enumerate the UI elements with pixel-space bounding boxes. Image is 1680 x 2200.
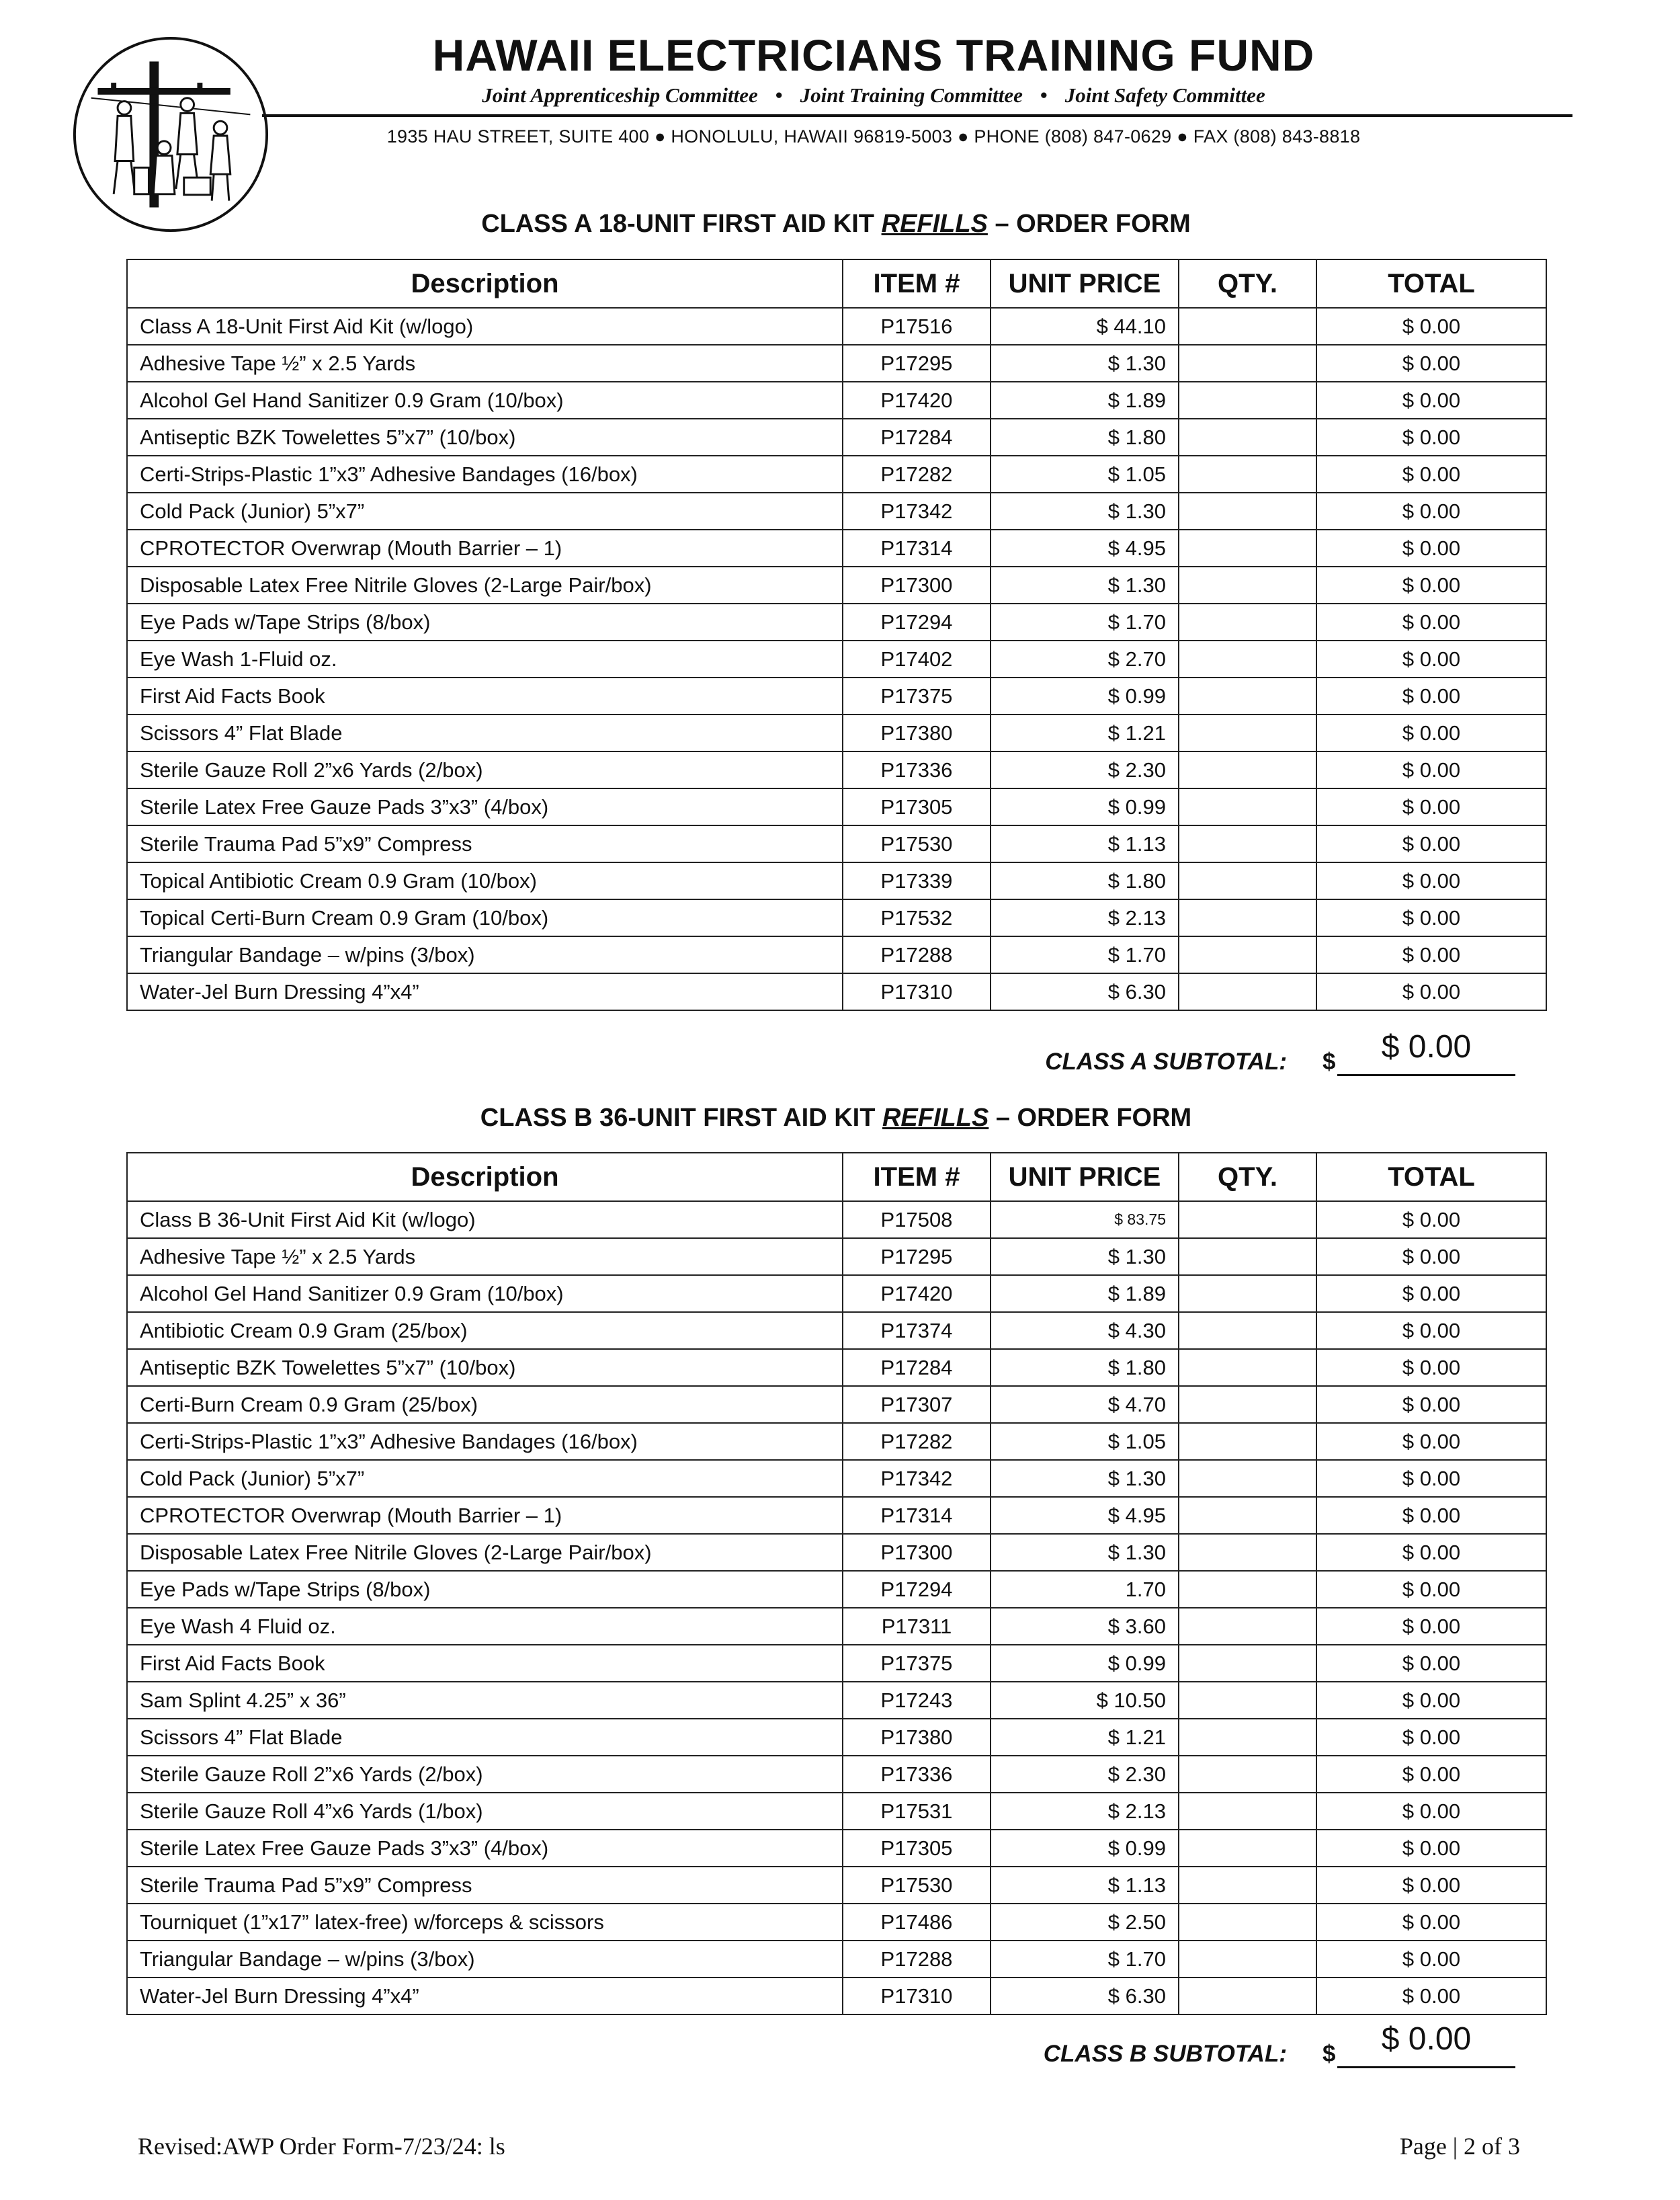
table-row (127, 825, 1546, 862)
table-row (127, 1497, 1546, 1534)
unit-price: $ 1.70 (991, 1941, 1179, 1978)
table-row (127, 1571, 1546, 1608)
item-description: Disposable Latex Free Nitrile Gloves (2-Large Pair/box) (127, 567, 843, 604)
table-row (127, 1275, 1546, 1312)
class-b-subtotal-label: CLASS B SUBTOTAL: (1043, 2041, 1287, 2067)
committee-apprenticeship: Joint Apprenticeship Committee (482, 83, 758, 107)
item-number: P17314 (843, 1497, 991, 1534)
table-row (127, 1608, 1546, 1645)
column-header-total: TOTAL (1316, 1153, 1546, 1201)
quantity-field[interactable] (1179, 973, 1316, 1010)
item-number: P17508 (843, 1201, 991, 1238)
item-description: Cold Pack (Junior) 5”x7” (127, 1460, 843, 1497)
line-total: $ 0.00 (1316, 1460, 1546, 1497)
item-number: P17305 (843, 788, 991, 825)
table-header-row (127, 1153, 1546, 1201)
quantity-field[interactable] (1179, 862, 1316, 899)
class-a-title-refills: REFILLS (881, 210, 988, 238)
column-header-description: Description (127, 259, 843, 308)
item-description: Sterile Gauze Roll 4”x6 Yards (1/box) (127, 1793, 843, 1830)
class-b-title-suffix: – ORDER FORM (989, 1104, 1192, 1132)
unit-price: $ 1.30 (991, 1534, 1179, 1571)
unit-price: $ 4.70 (991, 1386, 1179, 1423)
item-number: P17310 (843, 973, 991, 1010)
unit-price: $ 0.99 (991, 678, 1179, 715)
line-total: $ 0.00 (1316, 1941, 1546, 1978)
class-b-order-table (126, 1152, 1547, 2015)
item-description: Scissors 4” Flat Blade (127, 1719, 843, 1756)
quantity-field[interactable] (1179, 382, 1316, 419)
line-total: $ 0.00 (1316, 493, 1546, 530)
table-row (127, 456, 1546, 493)
unit-price: $ 1.30 (991, 345, 1179, 382)
unit-price: $ 2.50 (991, 1904, 1179, 1941)
line-total: $ 0.00 (1316, 715, 1546, 751)
page-number: Page | 2 of 3 (1399, 2133, 1520, 2160)
table-row (127, 1423, 1546, 1460)
quantity-field[interactable] (1179, 678, 1316, 715)
quantity-field[interactable] (1179, 1571, 1316, 1608)
table-row (127, 1941, 1546, 1978)
class-a-title-prefix: CLASS A 18-UNIT FIRST AID KIT (481, 210, 882, 238)
quantity-field[interactable] (1179, 1608, 1316, 1645)
table-row (127, 715, 1546, 751)
class-b-section-title (126, 1104, 1546, 1133)
item-number: P17342 (843, 493, 991, 530)
item-number: P17516 (843, 308, 991, 345)
table-row (127, 862, 1546, 899)
item-description: Class A 18-Unit First Aid Kit (w/logo) (127, 308, 843, 345)
table-row (127, 678, 1546, 715)
item-number: P17282 (843, 1423, 991, 1460)
item-number: P17294 (843, 1571, 991, 1608)
item-number: P17375 (843, 1645, 991, 1682)
line-total: $ 0.00 (1316, 1238, 1546, 1275)
table-row (127, 973, 1546, 1010)
line-total: $ 0.00 (1316, 1867, 1546, 1904)
column-header-description: Description (127, 1153, 843, 1201)
quantity-field[interactable] (1179, 567, 1316, 604)
quantity-field[interactable] (1179, 899, 1316, 936)
class-b-subtotal-line (1337, 2066, 1515, 2068)
quantity-field[interactable] (1179, 1719, 1316, 1756)
item-description: Certi-Strips-Plastic 1”x3” Adhesive Bandages (16/box) (127, 1423, 843, 1460)
item-description: CPROTECTOR Overwrap (Mouth Barrier – 1) (127, 530, 843, 567)
unit-price: $ 10.50 (991, 1682, 1179, 1719)
line-total: $ 0.00 (1316, 899, 1546, 936)
item-description: Adhesive Tape ½” x 2.5 Yards (127, 1238, 843, 1275)
line-total: $ 0.00 (1316, 862, 1546, 899)
line-total: $ 0.00 (1316, 456, 1546, 493)
quantity-field[interactable] (1179, 1497, 1316, 1534)
column-header-unit-price: UNIT PRICE (991, 259, 1179, 308)
item-description: Certi-Strips-Plastic 1”x3” Adhesive Bandages (16/box) (127, 456, 843, 493)
table-row (127, 493, 1546, 530)
item-description: Tourniquet (1”x17” latex-free) w/forceps & scissors (127, 1904, 843, 1941)
item-number: P17530 (843, 825, 991, 862)
line-total: $ 0.00 (1316, 1682, 1546, 1719)
item-description: Alcohol Gel Hand Sanitizer 0.9 Gram (10/box) (127, 382, 843, 419)
item-description: Water-Jel Burn Dressing 4”x4” (127, 973, 843, 1010)
table-row (127, 1201, 1546, 1238)
quantity-field[interactable] (1179, 641, 1316, 678)
class-a-section-title (126, 210, 1546, 239)
unit-price: $ 0.99 (991, 1645, 1179, 1682)
item-number: P17288 (843, 1941, 991, 1978)
item-description: Class B 36-Unit First Aid Kit (w/logo) (127, 1201, 843, 1238)
table-row (127, 751, 1546, 788)
line-total: $ 0.00 (1316, 751, 1546, 788)
quantity-field[interactable] (1179, 1312, 1316, 1349)
quantity-field[interactable] (1179, 1349, 1316, 1386)
item-description: Scissors 4” Flat Blade (127, 715, 843, 751)
unit-price: $ 4.95 (991, 530, 1179, 567)
committee-training: Joint Training Committee (800, 83, 1023, 107)
line-total: $ 0.00 (1316, 825, 1546, 862)
item-number: P17284 (843, 419, 991, 456)
unit-price: $ 44.10 (991, 308, 1179, 345)
quantity-field[interactable] (1179, 1978, 1316, 2014)
table-row (127, 1904, 1546, 1941)
item-number: P17294 (843, 604, 991, 641)
item-description: Triangular Bandage – w/pins (3/box) (127, 936, 843, 973)
line-total: $ 0.00 (1316, 1608, 1546, 1645)
class-a-title-suffix: – ORDER FORM (987, 210, 1191, 238)
line-total: $ 0.00 (1316, 1423, 1546, 1460)
quantity-field[interactable] (1179, 530, 1316, 567)
table-row (127, 1719, 1546, 1756)
item-description: Sterile Trauma Pad 5”x9” Compress (127, 1867, 843, 1904)
item-description: Topical Antibiotic Cream 0.9 Gram (10/box) (127, 862, 843, 899)
quantity-field[interactable] (1179, 308, 1316, 345)
unit-price: $ 2.30 (991, 751, 1179, 788)
quantity-field[interactable] (1179, 1423, 1316, 1460)
line-total: $ 0.00 (1316, 1534, 1546, 1571)
item-description: Antiseptic BZK Towelettes 5”x7” (10/box) (127, 1349, 843, 1386)
table-row (127, 1682, 1546, 1719)
table-row (127, 382, 1546, 419)
unit-price: $ 4.95 (991, 1497, 1179, 1534)
class-b-subtotal-value[interactable]: $ 0.00 (1381, 2021, 1472, 2057)
table-row (127, 1460, 1546, 1497)
unit-price: $ 1.80 (991, 419, 1179, 456)
item-number: P17305 (843, 1830, 991, 1867)
line-total: $ 0.00 (1316, 345, 1546, 382)
table-row (127, 899, 1546, 936)
table-row (127, 1978, 1546, 2014)
item-number: P17336 (843, 751, 991, 788)
contact-address: 1935 HAU STREET, SUITE 400 ● HONOLULU, HAWAII 96819-5003 ● PHONE (808) 847-0629 ● FAX (808) 843-8818 (386, 126, 1361, 147)
line-total: $ 0.00 (1316, 641, 1546, 678)
line-total: $ 0.00 (1316, 1645, 1546, 1682)
line-total: $ 0.00 (1316, 1719, 1546, 1756)
table-row (127, 567, 1546, 604)
line-total: $ 0.00 (1316, 567, 1546, 604)
quantity-field[interactable] (1179, 1793, 1316, 1830)
item-description: Eye Wash 1-Fluid oz. (127, 641, 843, 678)
table-row (127, 1793, 1546, 1830)
table-row (127, 936, 1546, 973)
line-total: $ 0.00 (1316, 1756, 1546, 1793)
unit-price: $ 1.89 (991, 1275, 1179, 1312)
item-number: P17530 (843, 1867, 991, 1904)
item-description: Eye Pads w/Tape Strips (8/box) (127, 604, 843, 641)
line-total: $ 0.00 (1316, 1571, 1546, 1608)
table-row (127, 1756, 1546, 1793)
quantity-field[interactable] (1179, 1682, 1316, 1719)
committee-list (269, 83, 1478, 108)
unit-price: $ 2.30 (991, 1756, 1179, 1793)
table-row (127, 604, 1546, 641)
quantity-field[interactable] (1179, 419, 1316, 456)
item-description: Antiseptic BZK Towelettes 5”x7” (10/box) (127, 419, 843, 456)
item-number: P17380 (843, 1719, 991, 1756)
unit-price: $ 1.70 (991, 604, 1179, 641)
column-header-item: ITEM # (843, 259, 991, 308)
unit-price: $ 2.70 (991, 641, 1179, 678)
item-description: Eye Pads w/Tape Strips (8/box) (127, 1571, 843, 1608)
line-total: $ 0.00 (1316, 1978, 1546, 2014)
class-b-subtotal-currency: $ (1322, 2041, 1336, 2067)
item-number: P17402 (843, 641, 991, 678)
quantity-field[interactable] (1179, 1201, 1316, 1238)
line-total: $ 0.00 (1316, 419, 1546, 456)
unit-price: $ 2.13 (991, 899, 1179, 936)
quantity-field[interactable] (1179, 751, 1316, 788)
table-row (127, 1238, 1546, 1275)
table-row (127, 641, 1546, 678)
quantity-field[interactable] (1179, 1645, 1316, 1682)
table-row (127, 530, 1546, 567)
table-row (127, 1349, 1546, 1386)
item-number: P17380 (843, 715, 991, 751)
item-description: Sterile Gauze Roll 2”x6 Yards (2/box) (127, 751, 843, 788)
unit-price: $ 0.99 (991, 788, 1179, 825)
table-row (127, 308, 1546, 345)
line-total: $ 0.00 (1316, 308, 1546, 345)
column-header-unit-price: UNIT PRICE (991, 1153, 1179, 1201)
table-row (127, 1830, 1546, 1867)
item-description: CPROTECTOR Overwrap (Mouth Barrier – 1) (127, 1497, 843, 1534)
unit-price: $ 0.99 (991, 1830, 1179, 1867)
quantity-field[interactable] (1179, 1386, 1316, 1423)
item-number: P17295 (843, 345, 991, 382)
quantity-field[interactable] (1179, 456, 1316, 493)
line-total: $ 0.00 (1316, 530, 1546, 567)
unit-price: $ 1.21 (991, 1719, 1179, 1756)
item-number: P17339 (843, 862, 991, 899)
unit-price: $ 1.30 (991, 1238, 1179, 1275)
table-row (127, 788, 1546, 825)
quantity-field[interactable] (1179, 715, 1316, 751)
class-a-rows (127, 308, 1546, 1010)
unit-price: $ 1.80 (991, 1349, 1179, 1386)
unit-price: $ 2.13 (991, 1793, 1179, 1830)
unit-price: 1.70 (991, 1571, 1179, 1608)
item-description: Triangular Bandage – w/pins (3/box) (127, 1941, 843, 1978)
item-number: P17374 (843, 1312, 991, 1349)
line-total: $ 0.00 (1316, 1275, 1546, 1312)
item-description: Adhesive Tape ½” x 2.5 Yards (127, 345, 843, 382)
line-total: $ 0.00 (1316, 1349, 1546, 1386)
organization-title: HAWAII ELECTRICIANS TRAINING FUND (432, 30, 1315, 80)
unit-price: $ 6.30 (991, 1978, 1179, 2014)
column-header-qty: QTY. (1179, 1153, 1316, 1201)
item-number: P17486 (843, 1904, 991, 1941)
table-row (127, 1534, 1546, 1571)
quantity-field[interactable] (1179, 1941, 1316, 1978)
line-total: $ 0.00 (1316, 1793, 1546, 1830)
quantity-field[interactable] (1179, 936, 1316, 973)
item-number: P17300 (843, 1534, 991, 1571)
quantity-field[interactable] (1179, 788, 1316, 825)
line-total: $ 0.00 (1316, 788, 1546, 825)
unit-price: $ 1.30 (991, 493, 1179, 530)
quantity-field[interactable] (1179, 1275, 1316, 1312)
item-description: Sterile Gauze Roll 2”x6 Yards (2/box) (127, 1756, 843, 1793)
item-description: Cold Pack (Junior) 5”x7” (127, 493, 843, 530)
unit-price: $ 1.30 (991, 567, 1179, 604)
item-description: Sterile Latex Free Gauze Pads 3”x3” (4/box) (127, 1830, 843, 1867)
class-a-subtotal-line (1337, 1074, 1515, 1076)
quantity-field[interactable] (1179, 604, 1316, 641)
line-total: $ 0.00 (1316, 1497, 1546, 1534)
header-divider (262, 114, 1572, 117)
unit-price: $ 1.89 (991, 382, 1179, 419)
item-description: Antibiotic Cream 0.9 Gram (25/box) (127, 1312, 843, 1349)
line-total: $ 0.00 (1316, 936, 1546, 973)
item-description: Topical Certi-Burn Cream 0.9 Gram (10/box) (127, 899, 843, 936)
class-b-rows (127, 1201, 1546, 2014)
item-number: P17300 (843, 567, 991, 604)
item-number: P17375 (843, 678, 991, 715)
table-row (127, 345, 1546, 382)
quantity-field[interactable] (1179, 1830, 1316, 1867)
item-description: Sterile Trauma Pad 5”x9” Compress (127, 825, 843, 862)
quantity-field[interactable] (1179, 825, 1316, 862)
unit-price: $ 3.60 (991, 1608, 1179, 1645)
item-number: P17311 (843, 1608, 991, 1645)
unit-price: $ 6.30 (991, 973, 1179, 1010)
column-header-qty: QTY. (1179, 259, 1316, 308)
class-b-title-prefix: CLASS B 36-UNIT FIRST AID KIT (480, 1104, 882, 1132)
line-total: $ 0.00 (1316, 1904, 1546, 1941)
unit-price: $ 1.05 (991, 1423, 1179, 1460)
line-total: $ 0.00 (1316, 382, 1546, 419)
item-description: Certi-Burn Cream 0.9 Gram (25/box) (127, 1386, 843, 1423)
class-a-subtotal-value[interactable]: $ 0.00 (1381, 1029, 1472, 1065)
class-a-subtotal-label: CLASS A SUBTOTAL: (1045, 1049, 1287, 1075)
item-number: P17310 (843, 1978, 991, 2014)
quantity-field[interactable] (1179, 493, 1316, 530)
unit-price: $ 1.30 (991, 1460, 1179, 1497)
item-number: P17531 (843, 1793, 991, 1830)
table-row (127, 1386, 1546, 1423)
item-description: First Aid Facts Book (127, 678, 843, 715)
item-number: P17336 (843, 1756, 991, 1793)
item-number: P17307 (843, 1386, 991, 1423)
item-description: Eye Wash 4 Fluid oz. (127, 1608, 843, 1645)
column-header-item: ITEM # (843, 1153, 991, 1201)
item-number: P17420 (843, 1275, 991, 1312)
line-total: $ 0.00 (1316, 1201, 1546, 1238)
unit-price: $ 1.13 (991, 825, 1179, 862)
item-description: Disposable Latex Free Nitrile Gloves (2-Large Pair/box) (127, 1534, 843, 1571)
table-row (127, 1867, 1546, 1904)
line-total: $ 0.00 (1316, 973, 1546, 1010)
class-a-order-table (126, 259, 1547, 1011)
table-row (127, 419, 1546, 456)
item-description: First Aid Facts Book (127, 1645, 843, 1682)
item-description: Sterile Latex Free Gauze Pads 3”x3” (4/box) (127, 788, 843, 825)
line-total: $ 0.00 (1316, 604, 1546, 641)
unit-price: $ 83.75 (991, 1201, 1179, 1238)
item-description: Alcohol Gel Hand Sanitizer 0.9 Gram (10/box) (127, 1275, 843, 1312)
item-number: P17288 (843, 936, 991, 973)
item-number: P17243 (843, 1682, 991, 1719)
item-number: P17314 (843, 530, 991, 567)
training-fund-seal-logo (71, 35, 270, 234)
unit-price: $ 1.80 (991, 862, 1179, 899)
committee-separator: • (775, 83, 783, 107)
class-a-subtotal-currency: $ (1322, 1049, 1336, 1075)
line-total: $ 0.00 (1316, 678, 1546, 715)
committee-separator: • (1040, 83, 1048, 107)
item-number: P17295 (843, 1238, 991, 1275)
item-number: P17284 (843, 1349, 991, 1386)
unit-price: $ 1.21 (991, 715, 1179, 751)
quantity-field[interactable] (1179, 1756, 1316, 1793)
revision-note: Revised:AWP Order Form-7/23/24: ls (138, 2133, 505, 2160)
unit-price: $ 1.70 (991, 936, 1179, 973)
item-number: P17342 (843, 1460, 991, 1497)
item-number: P17532 (843, 899, 991, 936)
item-description: Water-Jel Burn Dressing 4”x4” (127, 1978, 843, 2014)
table-row (127, 1312, 1546, 1349)
quantity-field[interactable] (1179, 1534, 1316, 1571)
class-b-title-refills: REFILLS (882, 1104, 989, 1132)
unit-price: $ 4.30 (991, 1312, 1179, 1349)
table-header-row (127, 259, 1546, 308)
quantity-field[interactable] (1179, 1460, 1316, 1497)
line-total: $ 0.00 (1316, 1312, 1546, 1349)
item-description: Sam Splint 4.25” x 36” (127, 1682, 843, 1719)
quantity-field[interactable] (1179, 1238, 1316, 1275)
quantity-field[interactable] (1179, 1867, 1316, 1904)
line-total: $ 0.00 (1316, 1386, 1546, 1423)
item-number: P17420 (843, 382, 991, 419)
item-number: P17282 (843, 456, 991, 493)
line-total: $ 0.00 (1316, 1830, 1546, 1867)
unit-price: $ 1.05 (991, 456, 1179, 493)
unit-price: $ 1.13 (991, 1867, 1179, 1904)
column-header-total: TOTAL (1316, 259, 1546, 308)
quantity-field[interactable] (1179, 345, 1316, 382)
quantity-field[interactable] (1179, 1904, 1316, 1941)
table-row (127, 1645, 1546, 1682)
committee-safety: Joint Safety Committee (1064, 83, 1265, 107)
